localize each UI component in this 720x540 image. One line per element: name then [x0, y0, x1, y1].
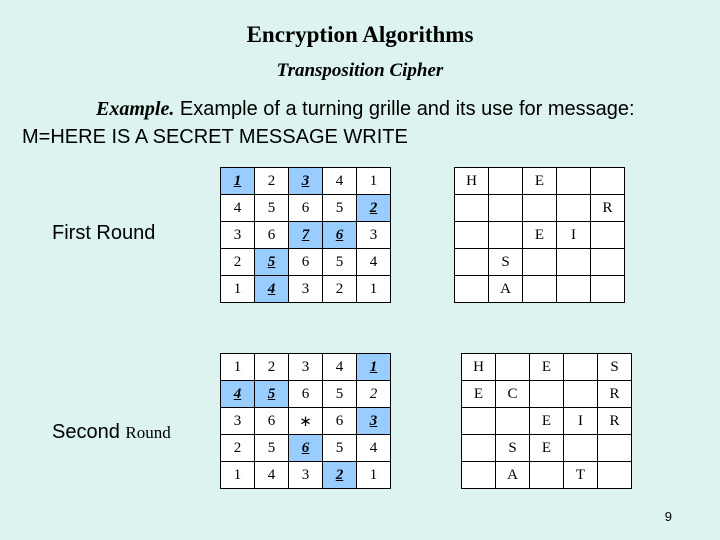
grille-cell: 1	[221, 354, 255, 381]
grille-cell: 5	[323, 435, 357, 462]
letter-cell	[496, 354, 530, 381]
grille-cell: 4	[323, 354, 357, 381]
letter-grid-second-round	[461, 353, 632, 489]
intro-lead: Example.	[96, 98, 175, 120]
round-label-second	[52, 421, 171, 444]
letter-cell	[455, 249, 489, 276]
letter-cell	[557, 249, 591, 276]
letter-cell	[489, 168, 523, 195]
letter-cell	[591, 276, 625, 303]
grille-cell: 6	[289, 381, 323, 408]
grille-cell: 5	[323, 249, 357, 276]
grille-row	[221, 462, 391, 489]
letter-grid-first-round	[454, 167, 625, 303]
letter-cell: S	[598, 354, 632, 381]
letter-row	[455, 222, 625, 249]
grille-row	[221, 435, 391, 462]
letter-cell: R	[598, 381, 632, 408]
grille-row	[221, 249, 391, 276]
grille-cell: 4	[221, 381, 255, 408]
grille-cell: 4	[221, 195, 255, 222]
grille-cell: 5	[255, 195, 289, 222]
letter-cell: C	[496, 381, 530, 408]
grille-second-round	[220, 353, 391, 489]
letter-cell	[530, 462, 564, 489]
letter-cell	[530, 381, 564, 408]
letter-cell: S	[496, 435, 530, 462]
letter-cell: I	[564, 408, 598, 435]
grille-cell: 3	[221, 222, 255, 249]
letter-cell: I	[557, 222, 591, 249]
grille-cell: 7	[289, 222, 323, 249]
letter-cell	[462, 462, 496, 489]
grille-cell: 4	[323, 168, 357, 195]
letter-cell: H	[462, 354, 496, 381]
page-number: 9	[664, 509, 672, 524]
slide-subtitle: Transposition Cipher	[276, 60, 444, 81]
letter-cell	[455, 222, 489, 249]
letter-cell: H	[455, 168, 489, 195]
letter-cell	[598, 435, 632, 462]
letter-cell: T	[564, 462, 598, 489]
intro-line	[96, 98, 635, 121]
letter-cell	[523, 276, 557, 303]
grille-row	[221, 195, 391, 222]
grille-row	[221, 222, 391, 249]
letter-cell	[455, 276, 489, 303]
grille-row	[221, 276, 391, 303]
grille-cell: 2	[323, 276, 357, 303]
letter-cell	[455, 195, 489, 222]
grille-cell: 6	[323, 222, 357, 249]
grille-row	[221, 354, 391, 381]
letter-cell	[523, 249, 557, 276]
letter-cell: S	[489, 249, 523, 276]
grille-cell: 1	[221, 276, 255, 303]
letter-cell	[564, 354, 598, 381]
letter-cell	[496, 408, 530, 435]
grille-first-round	[220, 167, 391, 303]
grille-cell: 1	[221, 462, 255, 489]
round-label-main: First Round	[52, 222, 156, 244]
round-label-main: Second	[52, 421, 126, 443]
grille-cell: 5	[255, 381, 289, 408]
grille-cell: 6	[255, 408, 289, 435]
letter-cell	[523, 195, 557, 222]
grille-cell: 2	[255, 168, 289, 195]
letter-cell	[557, 195, 591, 222]
grille-cell: 2	[221, 435, 255, 462]
grille-cell: 3	[221, 408, 255, 435]
grille-cell: 1	[357, 462, 391, 489]
letter-cell	[564, 435, 598, 462]
letter-row	[455, 168, 625, 195]
grille-row	[221, 408, 391, 435]
grille-cell: 3	[289, 276, 323, 303]
grille-cell: 2	[221, 249, 255, 276]
letter-cell	[564, 381, 598, 408]
grille-cell: 3	[289, 354, 323, 381]
grille-cell: 1	[221, 168, 255, 195]
letter-cell: E	[523, 168, 557, 195]
grille-cell: 4	[255, 462, 289, 489]
intro-text: Example of a turning grille and its use for message:	[174, 98, 635, 120]
letter-cell: E	[523, 222, 557, 249]
letter-row	[462, 354, 632, 381]
letter-row	[462, 381, 632, 408]
letter-row	[455, 195, 625, 222]
grille-cell: 4	[255, 276, 289, 303]
message-line: M=HERE IS A SECRET MESSAGE WRITE	[22, 126, 408, 148]
grille-cell: ∗	[289, 408, 323, 435]
letter-row	[462, 408, 632, 435]
letter-cell: A	[496, 462, 530, 489]
grille-cell: 3	[289, 462, 323, 489]
grille-cell: 6	[289, 195, 323, 222]
letter-cell	[591, 249, 625, 276]
letter-cell	[591, 222, 625, 249]
grille-cell: 1	[357, 168, 391, 195]
grille-cell: 2	[323, 462, 357, 489]
grille-cell: 3	[357, 408, 391, 435]
letter-row	[462, 435, 632, 462]
letter-cell: E	[530, 408, 564, 435]
grille-cell: 3	[289, 168, 323, 195]
letter-row	[455, 249, 625, 276]
grille-cell: 6	[323, 408, 357, 435]
round-label-small: Round	[125, 423, 171, 442]
letter-row	[462, 462, 632, 489]
grille-cell: 5	[255, 249, 289, 276]
letter-cell	[462, 408, 496, 435]
letter-cell: E	[530, 435, 564, 462]
grille-cell: 2	[357, 195, 391, 222]
grille-cell: 3	[357, 222, 391, 249]
grille-cell: 2	[255, 354, 289, 381]
letter-cell	[557, 276, 591, 303]
grille-cell: 6	[255, 222, 289, 249]
grille-cell: 1	[357, 276, 391, 303]
letter-cell: E	[462, 381, 496, 408]
letter-cell	[591, 168, 625, 195]
letter-cell: R	[598, 408, 632, 435]
grille-cell: 1	[357, 354, 391, 381]
grille-cell: 5	[323, 381, 357, 408]
grille-row	[221, 168, 391, 195]
grille-cell: 4	[357, 435, 391, 462]
round-label-first	[52, 222, 155, 245]
letter-cell	[598, 462, 632, 489]
letter-cell: E	[530, 354, 564, 381]
grille-row	[221, 381, 391, 408]
grille-cell: 4	[357, 249, 391, 276]
grille-cell: 6	[289, 435, 323, 462]
grille-cell: 6	[289, 249, 323, 276]
letter-row	[455, 276, 625, 303]
slide-title: Encryption Algorithms	[246, 22, 474, 47]
letter-cell	[489, 222, 523, 249]
grille-cell: 5	[255, 435, 289, 462]
letter-cell	[557, 168, 591, 195]
letter-cell: A	[489, 276, 523, 303]
letter-cell	[462, 435, 496, 462]
grille-cell: 5	[323, 195, 357, 222]
grille-cell: 2	[357, 381, 391, 408]
letter-cell	[489, 195, 523, 222]
letter-cell: R	[591, 195, 625, 222]
